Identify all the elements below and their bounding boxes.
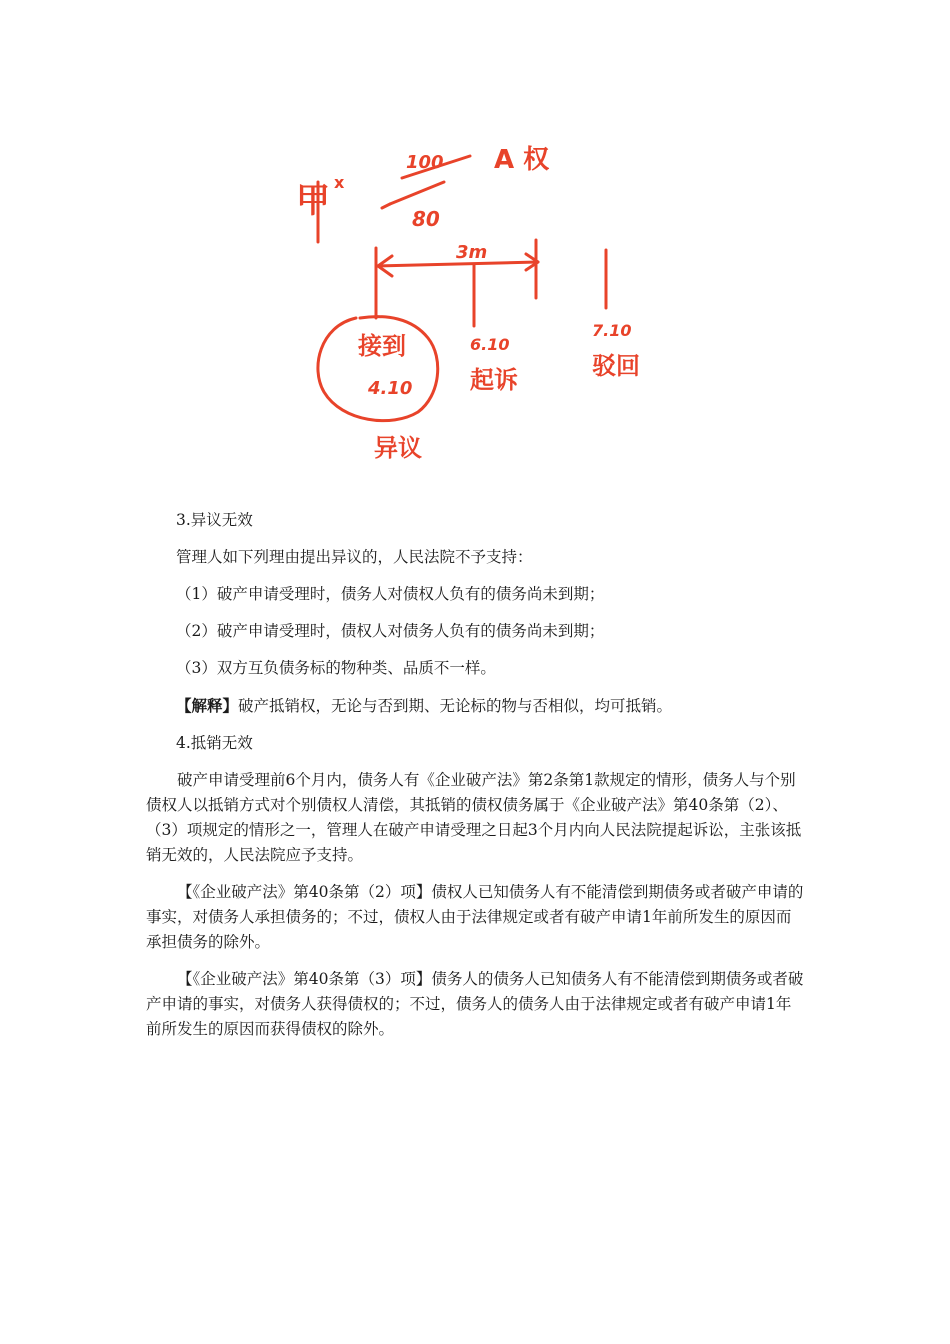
section-3-intro: 管理人如下列理由提出异议的，人民法院不予支持： <box>176 548 533 566</box>
sketch-label-objection: 异议 <box>374 434 422 462</box>
law-40-item-3-text: 债务人的债务人已知债务人有不能清偿到期债务或者破产申请的事实，对债务人获得债权的；不过，债务人的债务人由于法律规定或者有破产申请1年前所发生的原因而获得债权的除外。 <box>146 970 804 1038</box>
law-40-item-3 <box>146 967 806 1042</box>
sketch-date-sue: 6.10 <box>470 335 510 354</box>
sketch-amount-80: 80 <box>412 207 440 231</box>
sketch-jia: 甲 <box>296 181 330 221</box>
sketch-a-quan: A 权 <box>494 145 550 175</box>
sketch-label-sue: 起诉 <box>470 366 518 394</box>
sketch-canvas <box>290 130 670 470</box>
law-40-item-2 <box>146 880 806 955</box>
explanation-tag: 【解释】 <box>176 696 239 715</box>
sketch-date-receive: 4.10 <box>368 378 413 399</box>
amount-80-overline <box>390 182 444 204</box>
section-4-body: 破产申请受理前6个月内，债务人有《企业破产法》第2条第1款规定的情形，债务人与个别债权人以抵销方式对个别债权人清偿，其抵销的债权债务属于《企业破产法》第40条第（2）、（3）项规定的情形之一，管理人在破产申请受理之日起3个月内向人民法院提起诉讼，主张该抵销无效的，人民法院应予支持。 <box>146 771 802 864</box>
sketch-amount-100: 100 <box>406 152 444 173</box>
section-3-item-3: （3）双方互负债务标的物种类、品质不一样。 <box>176 659 496 677</box>
handwritten-timeline-sketch <box>290 130 670 470</box>
sketch-period: 3m <box>456 242 488 263</box>
section-3-title: 3.异议无效 <box>176 511 253 529</box>
explanation-text: 破产抵销权，无论与否到期、无论标的物与否相似，均可抵销。 <box>238 697 673 715</box>
sketch-label-receive: 接到 <box>358 332 406 360</box>
law-40-item-3-tag: 【《企业破产法》第40条第（3）项】 <box>177 970 432 988</box>
section-3-explanation <box>146 693 806 719</box>
section-3-item-1: （1）破产申请受理时，债务人对债权人负有的债务尚未到期； <box>176 585 605 603</box>
law-40-item-2-text: 债权人已知债务人有不能清偿到期债务或者破产申请的事实，对债务人承担债务的；不过，债权人由于法律规定或者有破产申请1年前所发生的原因而承担债务的除外。 <box>146 883 804 951</box>
sketch-date-reject: 7.10 <box>592 321 632 340</box>
section-3-item-2: （2）破产申请受理时，债权人对债务人负有的债务尚未到期； <box>176 622 605 640</box>
sketch-x-mark: x <box>334 173 345 192</box>
document-body <box>146 508 806 1054</box>
law-40-item-2-tag: 【《企业破产法》第40条第（2）项】 <box>177 883 432 901</box>
sketch-label-reject: 驳回 <box>592 352 640 380</box>
section-4-title: 4.抵销无效 <box>176 734 253 752</box>
